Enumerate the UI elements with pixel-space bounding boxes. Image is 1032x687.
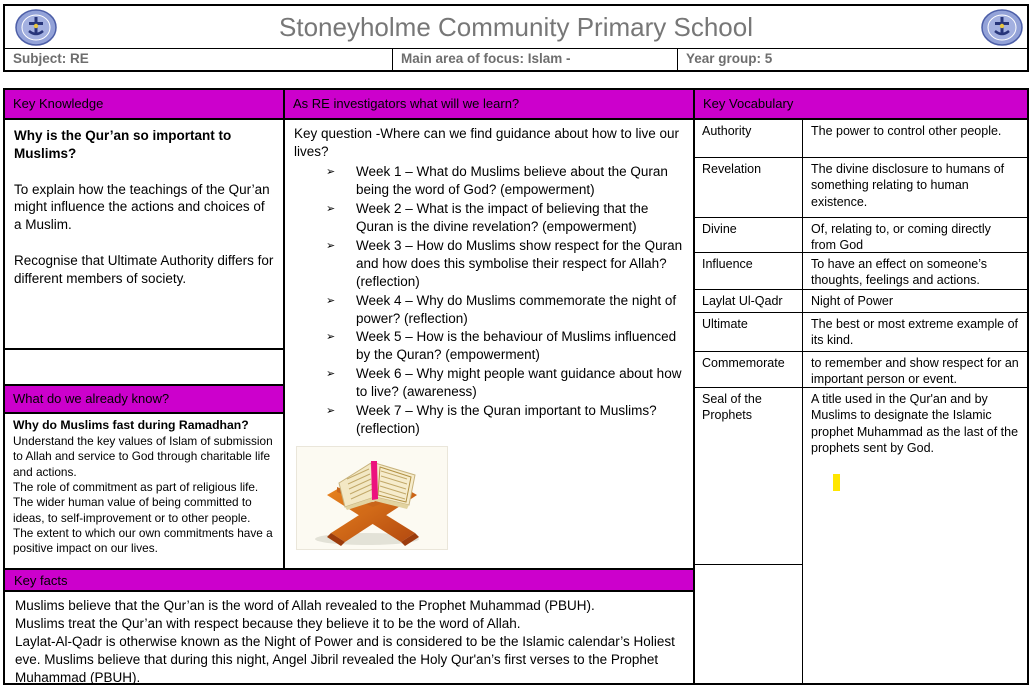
vocab-definition: The divine disclosure to humans of something relating to human existence. bbox=[811, 162, 1005, 209]
arrow-bullet-icon: ➢ bbox=[326, 165, 336, 178]
empty-cell bbox=[5, 350, 283, 386]
key-fact: Muslims treat the Qur’an with respect because they believe it to be the word of Allah. bbox=[15, 615, 521, 631]
week-item: ➢ Week 1 – What do Muslims believe about the Quran being the word of God? (empowerment) bbox=[326, 163, 668, 197]
vocab-term: Authority bbox=[695, 120, 803, 157]
vocab-term: Commemorate bbox=[695, 352, 803, 387]
vocab-row bbox=[695, 313, 1027, 352]
vocab-definition: Of, relating to, or coming directly from God bbox=[811, 222, 991, 253]
main-table bbox=[3, 88, 1029, 685]
key-knowledge-cell bbox=[5, 120, 283, 350]
key-knowledge-question: Why is the Qur’an so important to Muslims? bbox=[14, 128, 232, 161]
header-banner bbox=[3, 4, 1029, 72]
arrow-bullet-icon: ➢ bbox=[326, 294, 336, 307]
vocab-definition: A title used in the Qur'an and by Muslims to designate the Islamic prophet Muhammad as the last of the prophets sent by God. bbox=[803, 388, 1027, 683]
left-and-middle-region bbox=[5, 90, 695, 683]
vocab-term: Influence bbox=[695, 253, 803, 289]
vocab-row bbox=[695, 158, 1027, 218]
weeks-list bbox=[294, 163, 684, 438]
arrow-bullet-icon: ➢ bbox=[326, 239, 336, 252]
week-item: ➢ Week 3 – How do Muslims show respect for the Quran and how does this symbolise their respect for Allah? (reflection) bbox=[326, 237, 683, 289]
vocab-definition: To have an effect on someone’s thoughts, feelings and actions. bbox=[811, 257, 988, 288]
vocab-definition: Night of Power bbox=[811, 294, 893, 308]
vocab-definition: to remember and show respect for an important person or event. bbox=[811, 356, 1019, 387]
yellow-highlight-mark bbox=[833, 474, 840, 491]
learning-cell bbox=[285, 120, 693, 568]
week-item: ➢ Week 6 – Why might people want guidance about how to live? (awareness) bbox=[326, 366, 682, 400]
vocab-term: Divine bbox=[695, 218, 803, 252]
vocabulary-header: Key Vocabulary bbox=[695, 90, 1027, 120]
already-know-point: Understand the key values of Islam of submission to Allah and service to God through charitable life and actions. bbox=[13, 433, 273, 479]
vocab-term: Ultimate bbox=[695, 313, 803, 351]
key-facts-header: Key facts bbox=[5, 568, 693, 592]
already-know-point: The wider human value of being committed to ideas, to self-improvement or to other people. bbox=[13, 495, 252, 525]
key-facts-cell bbox=[5, 592, 693, 687]
week-item: ➢ Week 2 – What is the impact of believing that the Quran is the divine revelation? (empowerment) bbox=[326, 200, 649, 234]
already-know-cell bbox=[5, 414, 283, 568]
school-crest-icon bbox=[14, 9, 58, 46]
vocab-row bbox=[695, 120, 1027, 158]
learning-column bbox=[285, 90, 693, 568]
already-know-point: The role of commitment as part of religious life. bbox=[13, 479, 259, 494]
vocab-term: Revelation bbox=[695, 158, 803, 217]
year-group-cell: Year group: 5 bbox=[677, 49, 1027, 70]
quran-on-stand-image bbox=[296, 446, 448, 550]
week-item: ➢ Week 5 – How is the behaviour of Muslims influenced by the Quran? (empowerment) bbox=[326, 329, 677, 363]
vocab-term: Laylat Ul-Qadr bbox=[695, 290, 803, 312]
already-know-heading: Why do Muslims fast during Ramadhan? bbox=[13, 418, 249, 432]
vocab-term: Seal of the Prophets bbox=[695, 388, 802, 565]
arrow-bullet-icon: ➢ bbox=[326, 405, 336, 418]
key-knowledge-point: Recognise that Ultimate Authority differs for different members of society. bbox=[14, 253, 274, 286]
week-item: ➢ Week 4 – Why do Muslims commemorate the night of power? (reflection) bbox=[326, 292, 677, 326]
vocab-row bbox=[695, 218, 1027, 253]
banner-title-row bbox=[5, 6, 1027, 48]
vocab-row bbox=[695, 253, 1027, 290]
vocab-row bbox=[695, 290, 1027, 313]
arrow-bullet-icon: ➢ bbox=[326, 331, 336, 344]
vocab-term-column bbox=[695, 388, 803, 683]
vocabulary-column bbox=[695, 90, 1027, 683]
school-crest-icon bbox=[980, 9, 1024, 46]
already-know-header: What do we already know? bbox=[5, 386, 283, 414]
vocab-definition: The best or most extreme example of its kind. bbox=[811, 317, 1019, 348]
key-knowledge-column bbox=[5, 90, 285, 568]
key-fact: Laylat-Al-Qadr is otherwise known as the Night of Power and is considered to be the Islamic calendar’s Holiest eve. Muslims believe that during this night, Angel Jibril revealed the Holy Qur'an’s first verses to the Prophet Muhammad (PBUH). bbox=[15, 633, 675, 685]
learning-header: As RE investigators what will we learn? bbox=[285, 90, 693, 120]
key-question: Key question -Where can we find guidance about how to live our lives? bbox=[294, 126, 679, 159]
arrow-bullet-icon: ➢ bbox=[326, 368, 336, 381]
key-knowledge-header: Key Knowledge bbox=[5, 90, 283, 120]
already-know-point: The extent to which our own commitments have a positive impact on our lives. bbox=[13, 525, 273, 556]
vocab-definition: The power to control other people. bbox=[811, 124, 1002, 138]
focus-cell: Main area of focus: Islam - bbox=[392, 49, 677, 70]
vocab-row bbox=[695, 352, 1027, 388]
arrow-bullet-icon: ➢ bbox=[326, 202, 336, 215]
subject-row bbox=[5, 48, 1027, 70]
key-fact: Muslims believe that the Qur’an is the word of Allah revealed to the Prophet Muhammad (PBUH). bbox=[15, 598, 595, 613]
key-knowledge-point: To explain how the teachings of the Qur’an might influence the actions and choices of a Muslim. bbox=[14, 181, 270, 233]
subject-cell: Subject: RE bbox=[13, 51, 89, 66]
week-item: ➢ Week 7 – Why is the Quran important to Muslims? (reflection) bbox=[326, 403, 657, 437]
school-name: Stoneyholme Community Primary School bbox=[279, 11, 753, 42]
vocab-row bbox=[695, 388, 1027, 683]
